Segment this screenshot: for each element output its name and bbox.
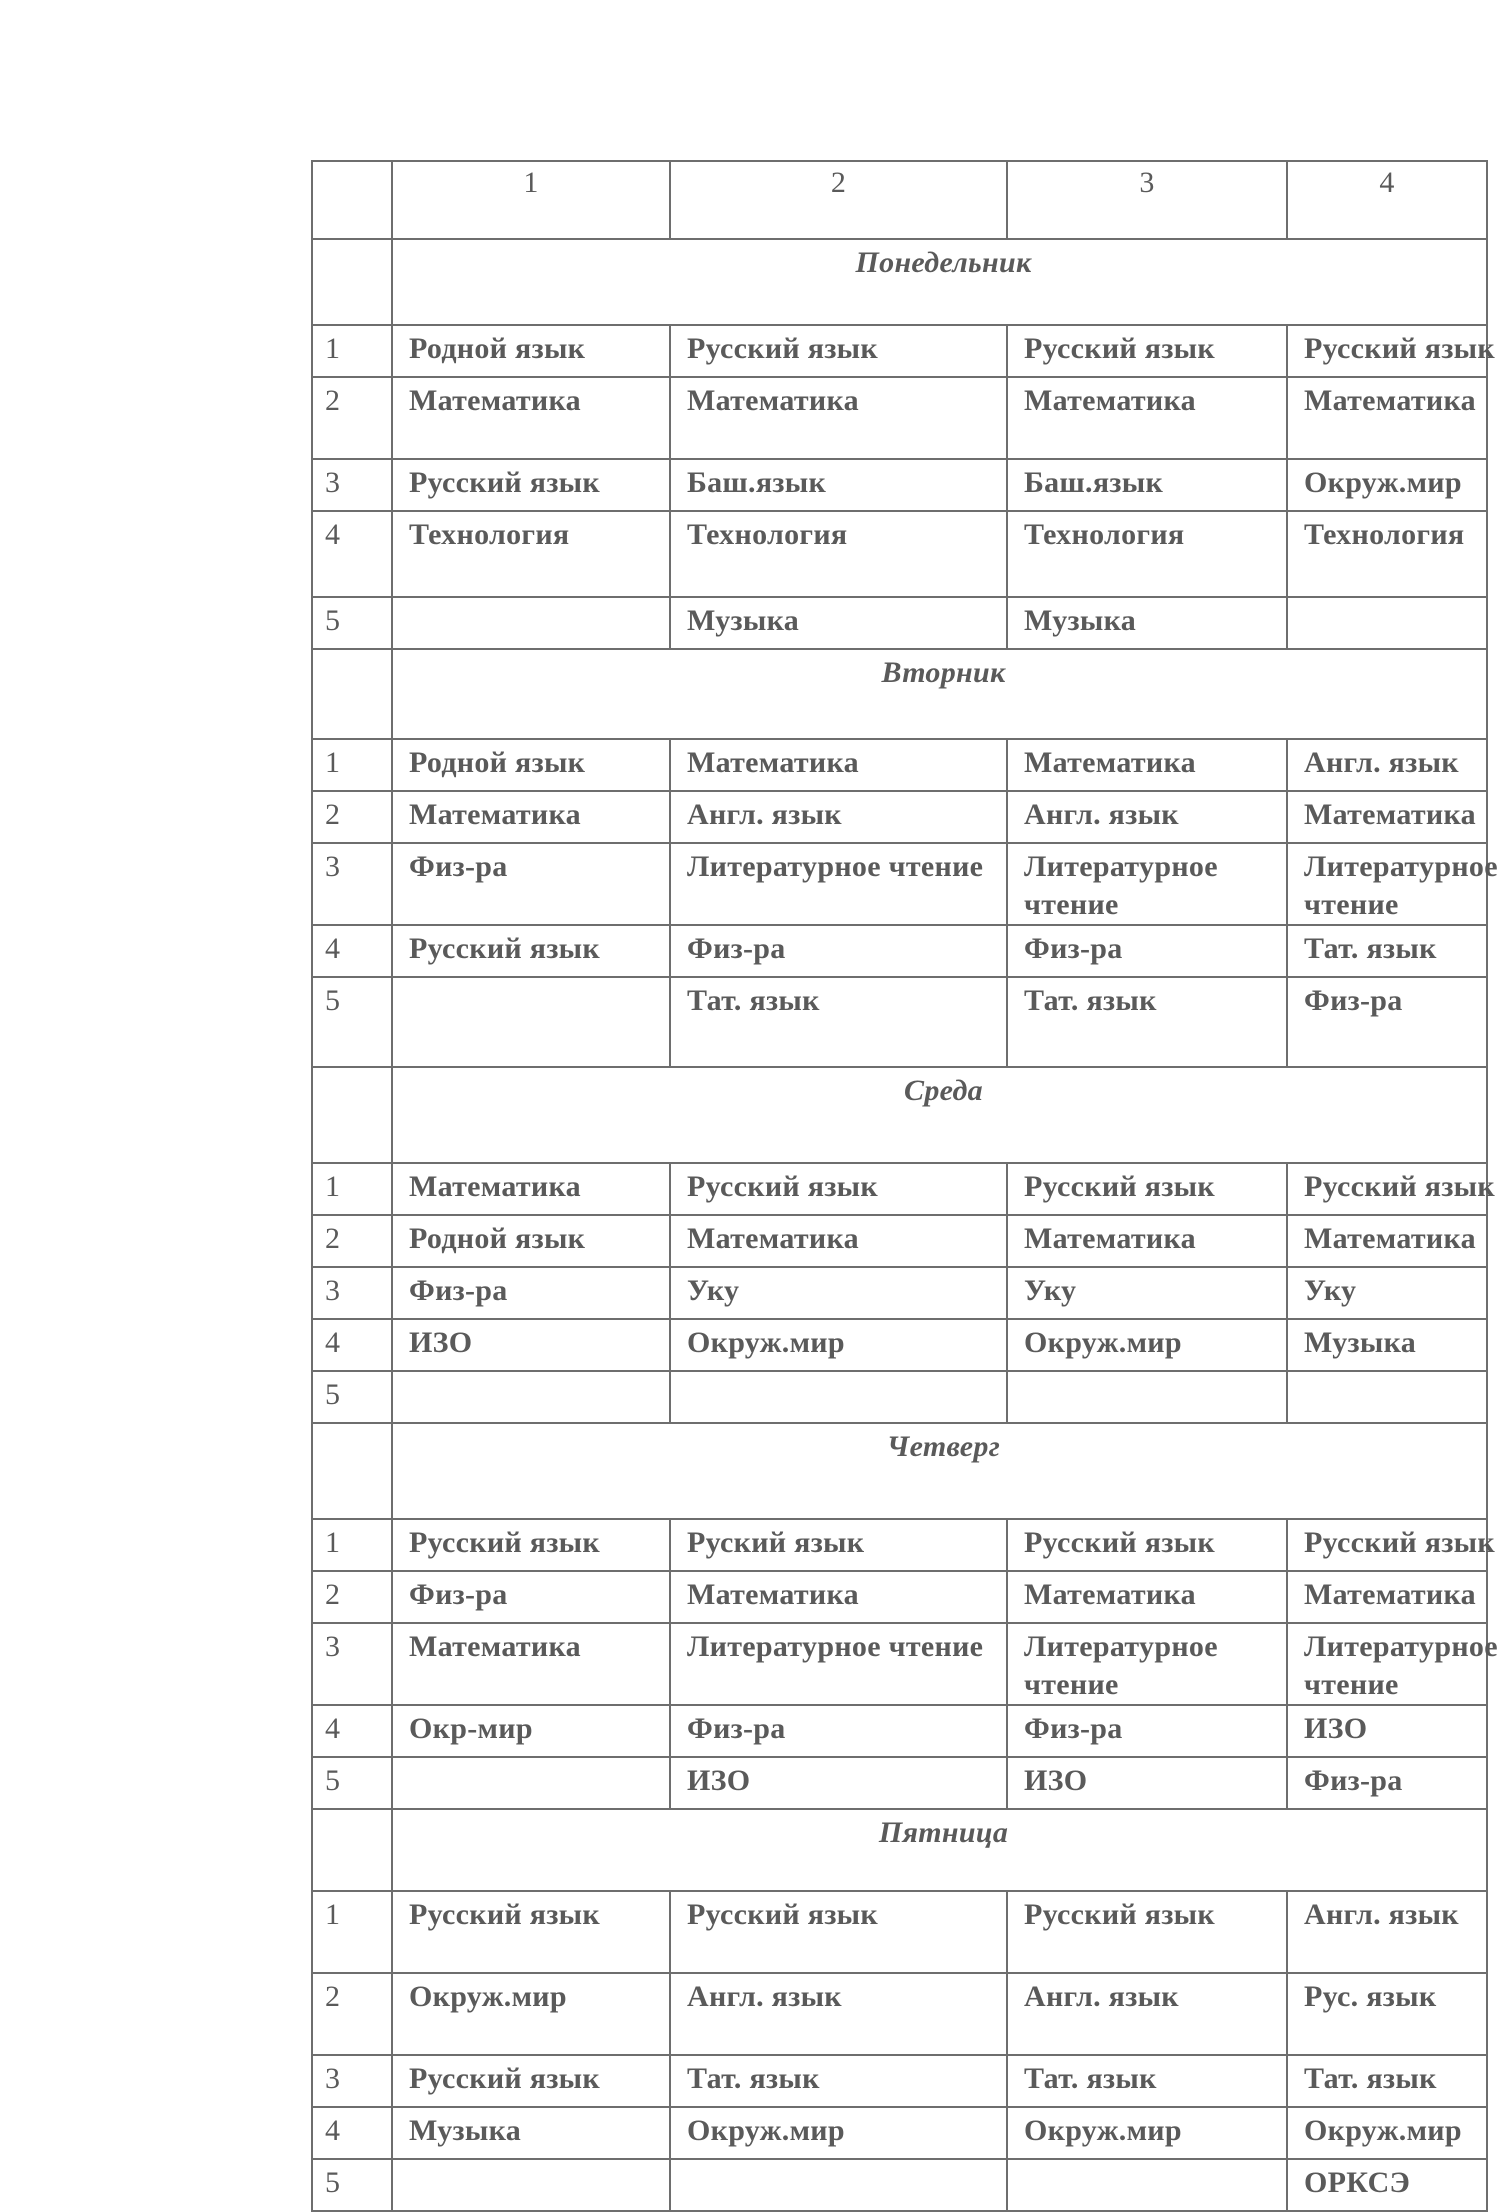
lesson-subject: Англ. язык [1007,1973,1287,2055]
day-name: Пятница [392,1809,1487,1891]
lesson-subject: Математика [1287,791,1487,843]
lesson-subject: Русский язык [1007,1163,1287,1215]
lesson-subject: Физ-ра [1007,925,1287,977]
lesson-subject: Русский язык [670,1891,1007,1973]
lesson-row [312,843,1487,925]
lesson-subject: Родной язык [392,325,670,377]
lesson-subject: Музыка [392,2107,670,2159]
lesson-row [312,1757,1487,1809]
lesson-subject: Уку [1007,1267,1287,1319]
lesson-number: 1 [312,1891,392,1973]
lesson-subject: Уку [1287,1267,1487,1319]
lesson-subject: Математика [392,1623,670,1705]
lesson-subject: Физ-ра [392,1571,670,1623]
lesson-subject: Окруж.мир [392,1973,670,2055]
lesson-row [312,977,1487,1067]
lesson-number: 5 [312,2159,392,2211]
lesson-subject: Окруж.мир [1287,459,1487,511]
lesson-subject: Технология [392,511,670,597]
lesson-subject: ИЗО [1287,1705,1487,1757]
lesson-subject: ОРКСЭ [1287,2159,1487,2211]
lesson-number: 4 [312,1705,392,1757]
lesson-subject: Англ. язык [1287,1891,1487,1973]
lesson-row [312,1571,1487,1623]
lesson-number: 1 [312,1519,392,1571]
lesson-subject: ИЗО [670,1757,1007,1809]
lesson-number: 4 [312,1319,392,1371]
lesson-subject: Окруж.мир [670,1319,1007,1371]
column-header: 1 [392,161,670,239]
lesson-subject: Математика [670,1571,1007,1623]
lesson-subject [392,2159,670,2211]
day-header-blank [312,1067,392,1163]
lesson-subject: Литературное чтение [1007,843,1287,925]
column-header: 3 [1007,161,1287,239]
lesson-subject [1287,1371,1487,1423]
lesson-row [312,325,1487,377]
lesson-subject: Тат. язык [1007,977,1287,1067]
lesson-subject: Окр-мир [392,1705,670,1757]
lesson-subject: Математика [392,1163,670,1215]
lesson-subject: Математика [1007,1215,1287,1267]
lesson-subject: Математика [1007,1571,1287,1623]
lesson-subject: Литературное чтение [1007,1623,1287,1705]
lesson-row [312,1891,1487,1973]
lesson-subject: Математика [392,377,670,459]
lesson-subject: Технология [1287,511,1487,597]
day-header-row [312,1067,1487,1163]
lesson-number: 5 [312,977,392,1067]
day-header-blank [312,1423,392,1519]
day-header-row [312,239,1487,325]
lesson-row [312,1267,1487,1319]
lesson-row [312,2055,1487,2107]
lesson-row [312,1519,1487,1571]
lesson-subject: Математика [1287,1215,1487,1267]
day-name: Вторник [392,649,1487,739]
lesson-subject: Литературное чтение [670,843,1007,925]
lesson-subject: Тат. язык [1287,2055,1487,2107]
lesson-number: 3 [312,843,392,925]
lesson-row [312,925,1487,977]
lesson-subject: Математика [670,739,1007,791]
lesson-subject: Музыка [670,597,1007,649]
lesson-subject: Литературное чтение [1287,1623,1487,1705]
lesson-number: 3 [312,459,392,511]
lesson-number: 2 [312,1973,392,2055]
lesson-subject: Математика [1287,377,1487,459]
schedule-table [311,160,1498,2212]
day-header-blank [312,1809,392,1891]
lesson-subject: Окруж.мир [1007,1319,1287,1371]
lesson-subject: Математика [670,377,1007,459]
lesson-subject: Физ-ра [670,1705,1007,1757]
lesson-subject: Физ-ра [1007,1705,1287,1757]
lesson-subject [392,1371,670,1423]
day-name: Среда [392,1067,1487,1163]
day-header-row [312,649,1487,739]
lesson-subject: Баш.язык [1007,459,1287,511]
lesson-subject: Англ. язык [670,791,1007,843]
lesson-number: 4 [312,2107,392,2159]
day-name: Четверг [392,1423,1487,1519]
lesson-subject: Физ-ра [392,843,670,925]
lesson-number: 5 [312,1757,392,1809]
lesson-subject: Англ. язык [1287,739,1487,791]
lesson-row [312,1319,1487,1371]
lesson-subject: Уку [670,1267,1007,1319]
lesson-number: 2 [312,791,392,843]
lesson-subject: Русский язык [392,925,670,977]
lesson-subject: Физ-ра [670,925,1007,977]
lesson-number: 3 [312,1623,392,1705]
column-header: 4 [1287,161,1487,239]
lesson-subject: Руский язык [670,1519,1007,1571]
lesson-subject [392,977,670,1067]
schedule-body [312,161,1498,2211]
lesson-number: 1 [312,739,392,791]
lesson-subject: Русский язык [1287,325,1487,377]
column-header-row [312,161,1487,239]
lesson-number: 5 [312,597,392,649]
lesson-subject: Русский язык [1007,325,1287,377]
lesson-number: 5 [312,1371,392,1423]
lesson-subject: Окруж.мир [1007,2107,1287,2159]
lesson-subject: Русский язык [1287,1163,1487,1215]
day-header-row [312,1809,1487,1891]
lesson-subject: Окруж.мир [670,2107,1007,2159]
lesson-subject: Физ-ра [1287,977,1487,1067]
lesson-number: 1 [312,325,392,377]
lesson-subject: Окруж.мир [1287,2107,1487,2159]
column-header: 2 [670,161,1007,239]
lesson-subject: Тат. язык [670,977,1007,1067]
lesson-subject: Англ. язык [1007,791,1287,843]
lesson-row [312,597,1487,649]
lesson-subject: Технология [670,511,1007,597]
day-name: Понедельник [392,239,1487,325]
lesson-subject: Математика [1007,739,1287,791]
lesson-row [312,459,1487,511]
lesson-subject: Русский язык [1007,1519,1287,1571]
lesson-subject: Физ-ра [1287,1757,1487,1809]
lesson-subject: Тат. язык [670,2055,1007,2107]
lesson-row [312,739,1487,791]
lesson-number: 4 [312,925,392,977]
lesson-row [312,1371,1487,1423]
lesson-subject: Музыка [1287,1319,1487,1371]
lesson-row [312,791,1487,843]
lesson-row [312,1163,1487,1215]
lesson-subject: Математика [1287,1571,1487,1623]
day-header-blank [312,239,392,325]
lesson-subject: Русский язык [392,2055,670,2107]
lesson-row [312,2159,1487,2211]
lesson-subject: Баш.язык [670,459,1007,511]
lesson-subject: Физ-ра [392,1267,670,1319]
lesson-subject: Русский язык [392,1519,670,1571]
lesson-subject: Русский язык [670,325,1007,377]
lesson-subject: Математика [1007,377,1287,459]
lesson-number: 3 [312,1267,392,1319]
lesson-subject: Литературное чтение [670,1623,1007,1705]
day-header-row [312,1423,1487,1519]
lesson-subject [1007,2159,1287,2211]
lesson-subject: Технология [1007,511,1287,597]
lesson-number: 1 [312,1163,392,1215]
lesson-subject [392,597,670,649]
lesson-row [312,377,1487,459]
lesson-number: 2 [312,1215,392,1267]
lesson-subject [1007,1371,1287,1423]
lesson-number: 4 [312,511,392,597]
lesson-subject: Русский язык [1287,1519,1487,1571]
lesson-subject: Русский язык [392,459,670,511]
lesson-subject: Русский язык [392,1891,670,1973]
lesson-number: 2 [312,1571,392,1623]
lesson-subject [670,2159,1007,2211]
lesson-subject: Англ. язык [670,1973,1007,2055]
lesson-subject: ИЗО [1007,1757,1287,1809]
lesson-row [312,1973,1487,2055]
lesson-subject: Рус. язык [1287,1973,1487,2055]
lesson-subject [670,1371,1007,1423]
lesson-subject: Родной язык [392,1215,670,1267]
lesson-subject: Математика [670,1215,1007,1267]
schedule-sheet [311,160,1498,2199]
lesson-subject: Родной язык [392,739,670,791]
lesson-subject: Тат. язык [1007,2055,1287,2107]
lesson-subject: ИЗО [392,1319,670,1371]
day-header-blank [312,649,392,739]
lesson-number: 2 [312,377,392,459]
lesson-number: 3 [312,2055,392,2107]
lesson-subject: Тат. язык [1287,925,1487,977]
lesson-subject [392,1757,670,1809]
lesson-row [312,1705,1487,1757]
lesson-subject: Музыка [1007,597,1287,649]
lesson-row [312,511,1487,597]
lesson-row [312,1215,1487,1267]
lesson-row [312,2107,1487,2159]
corner-cell [312,161,392,239]
lesson-row [312,1623,1487,1705]
lesson-subject [1287,597,1487,649]
lesson-subject: Литературное чтение [1287,843,1487,925]
lesson-subject: Математика [392,791,670,843]
lesson-subject: Русский язык [1007,1891,1287,1973]
lesson-subject: Русский язык [670,1163,1007,1215]
